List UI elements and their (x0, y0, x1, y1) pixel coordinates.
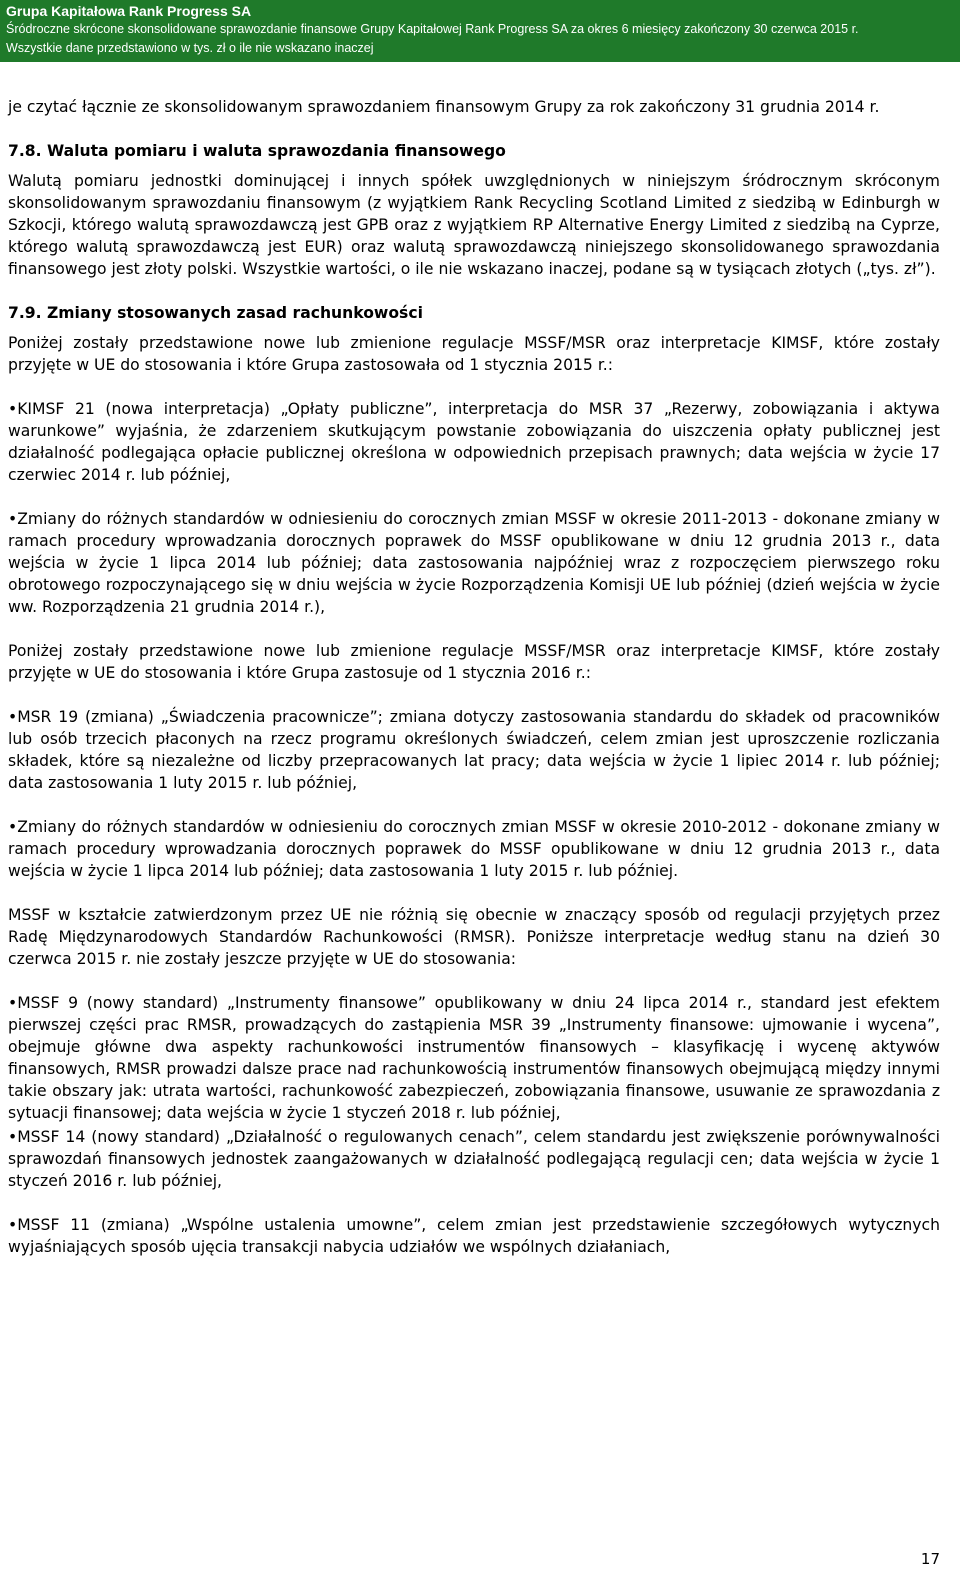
bullet-mssf-9: •MSSF 9 (nowy standard) „Instrumenty finansowe” opublikowany w dniu 24 lipca 2014 r., standard jest efektem pierwszej części prac RMSR, prowadzących do zastąpienia MSR 39 „Instrumenty finansowe: ujmowanie i wycena”, obejmuje główne dwa aspekty rachunkowości instrumentów finansowych – klasyfikację i wycenę aktywów finansowych, RMSR prowadzi dalsze prace nad rachunkowością instrumentów finansowych obejmującą między innymi takie obszary jak: utrata wartości, rachunkowość zabezpieczeń, zobowiązania finansowe, usuwanie ze sprawozdania z sytuacji finansowej; data wejścia w życie 1 styczeń 2018 r. lub później, (8, 994, 940, 1122)
section-heading-7-9: 7.9. Zmiany stosowanych zasad rachunkowości (8, 304, 423, 322)
bullet-mssf-14: •MSSF 14 (nowy standard) „Działalność o regulowanych cenach”, celem standardu jest zwiększenie porównywalności sprawozdań finansowych jednostek zaangażowanych w działalność podlegającą regulacji cen; data wejścia w życie 1 styczeń 2016 r. lub później, (8, 1128, 940, 1190)
bullet-kimsf-21: •KIMSF 21 (nowa interpretacja) „Opłaty publiczne”, interpretacja do MSR 37 „Rezerwy, zobowiązania i aktywa warunkowe” wyjaśnia, że zdarzeniem skutkującym powstanie zobowiązania do uiszczenia opłaty publicznej jest działalność podlegająca opłacie publicznej określona w odpowiednich przepisach prawnych; data wejścia w życie 17 czerwiec 2014 r. lub później, (8, 400, 940, 484)
paragraph-regulations-2016: Poniżej zostały przedstawione nowe lub zmienione regulacje MSSF/MSR oraz interpretacje KIMSF, które zostały przyjęte w UE do stosowania i które Grupa zastosuje od 1 stycznia 2016 r.: (8, 642, 940, 682)
bullet-mssf-11: •MSSF 11 (zmiana) „Wspólne ustalenia umowne”, celem zmian jest przedstawienie szczegółowych wytycznych wyjaśniających sposób ujęcia transakcji nabycia udziałów we wspólnych działaniach, (8, 1216, 940, 1256)
section-heading-7-8: 7.8. Waluta pomiaru i waluta sprawozdania finansowego (8, 142, 506, 160)
paragraph-regulations-2015: Poniżej zostały przedstawione nowe lub zmienione regulacje MSSF/MSR oraz interpretacje KIMSF, które zostały przyjęte w UE do stosowania i które Grupa zastosowała od 1 stycznia 2015 r.: (8, 334, 940, 374)
document-body (8, 96, 940, 1280)
page-number: 17 (920, 1550, 940, 1568)
paragraph-currency: Walutą pomiaru jednostki dominującej i innych spółek uwzględnionych w niniejszym śródrocznym skróconym skonsolidowanym sprawozdaniu finansowym (z wyjątkiem Rank Recycling Scotland Limited z siedzibą w Edinburgh w Szkocji, którego walutą sprawozdawczą jest GPB oraz z wyjątkiem RP Alternative Energy Limited z siedzibą na Cyprze, którego walutą sprawozdawczą jest EUR) oraz walutą sprawozdawczą niniejszego skonsolidowanego sprawozdania finansowego jest złoty polski. Wszystkie wartości, o ile nie wskazano inaczej, podane są w tysiącach złotych („tys. zł”). (8, 172, 940, 278)
header-report-title: Śródroczne skrócone skonsolidowane sprawozdanie finansowe Grupy Kapitałowej Rank Progress SA za okres 6 miesięcy zakończony 30 czerwca 2015 r. (6, 22, 859, 36)
paragraph-not-adopted: MSSF w kształcie zatwierdzonym przez UE nie różnią się obecnie w znaczący sposób od regulacji przyjętych przez Radę Międzynarodowych Standardów Rachunkowości (RMSR). Poniższe interpretacje według stanu na dzień 30 czerwca 2015 r. nie zostały jeszcze przyjęte w UE do stosowania: (8, 906, 940, 968)
paragraph-intro: je czytać łącznie ze skonsolidowanym sprawozdaniem finansowym Grupy za rok zakończony 31 grudnia 2014 r. (8, 98, 880, 116)
header-units-note: Wszystkie dane przedstawiono w tys. zł o ile nie wskazano inaczej (6, 41, 374, 55)
bullet-annual-improvements-2011-2013: •Zmiany do różnych standardów w odniesieniu do corocznych zmian MSSF w okresie 2011-2013 - dokonane zmiany w ramach procedury wprowadzania dorocznych poprawek do MSSF opublikowane w dniu 12 grudnia 2013 r., data wejścia w życie 1 lipca 2014 lub później; data zastosowania najpóźniej wraz z rozpoczęciem pierwszego roku obrotowego rozpoczynającego się w dniu wejścia w życie Rozporządzenia Komisji UE lub później (dzień wejścia w życie ww. Rozporządzenia 21 grudnia 2014 r.), (8, 510, 940, 616)
page-header (0, 0, 960, 62)
bullet-annual-improvements-2010-2012: •Zmiany do różnych standardów w odniesieniu do corocznych zmian MSSF w okresie 2010-2012 - dokonane zmiany w ramach procedury wprowadzania dorocznych poprawek do MSSF opublikowane w dniu 12 grudnia 2013 r., data wejścia w życie 1 lipca 2014 lub później; data zastosowania 1 luty 2015 r. lub później. (8, 818, 940, 880)
bullet-msr-19: •MSR 19 (zmiana) „Świadczenia pracownicze”; zmiana dotyczy zastosowania standardu do składek od pracowników lub osób trzecich płaconych na rzecz programu określonych świadczeń, celem zmian jest uproszczenie rozliczania składek, które są niezależne od liczby przepracowanych lat pracy; data wejścia w życie 1 lipiec 2014 r. lub później; data zastosowania 1 luty 2015 r. lub później, (8, 708, 940, 792)
header-company: Grupa Kapitałowa Rank Progress SA (6, 3, 252, 19)
